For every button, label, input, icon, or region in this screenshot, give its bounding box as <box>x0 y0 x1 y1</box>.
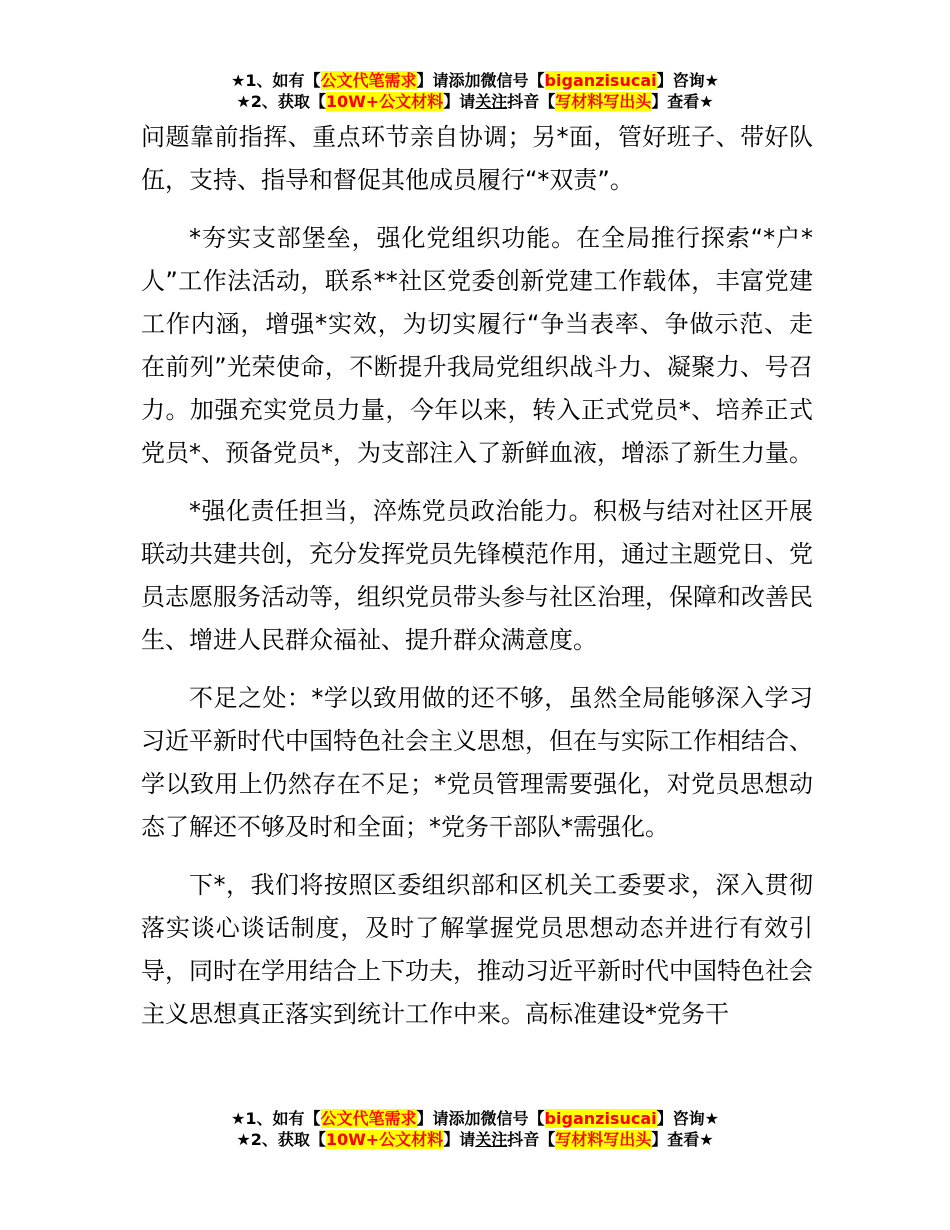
banner-text: 】查看★ <box>651 1130 714 1149</box>
footer-banner <box>0 1108 950 1150</box>
banner-highlight: 10W+公文材料 <box>325 92 444 111</box>
banner-line-2 <box>0 1129 950 1150</box>
banner-text: ★2、获取【 <box>236 1130 326 1149</box>
banner-text: 】咨询★ <box>656 1109 719 1128</box>
paragraph-3: *强化责任担当，淬炼党员政治能力。积极与结对社区开展联动共建共创，充分发挥党员先锋模范作用，通过主题党日、党员志愿服务活动等，组织党员带头参与社区治理，保障和改善民生、增进人民群众福祉、提升群众满意度。 <box>141 497 813 654</box>
banner-text: 】查看★ <box>651 92 714 111</box>
banner-line-2 <box>0 91 950 112</box>
banner-highlight: 10W+公文材料 <box>325 1130 444 1149</box>
banner-highlight-wechat-id: biganzisucai <box>544 1109 657 1128</box>
banner-highlight-wechat-id: biganzisucai <box>544 71 657 90</box>
banner-text: 抖音【 <box>507 1130 556 1149</box>
banner-text: 】请 <box>443 92 476 111</box>
banner-highlight-douyin: 写材料写出头 <box>555 1130 652 1149</box>
banner-text: 】请添加微信号【 <box>416 71 545 90</box>
paragraph-4: 不足之处：*学以致用做的还不够，虽然全局能够深入学习习近平新时代中国特色社会主义思想，但在与实际工作相结合、学以致用上仍然存在不足；*党员管理需要强化，对党员思想动态了解还不够及时和全面；*党务干部队*需强化。 <box>141 684 813 841</box>
banner-text: ★1、如有【 <box>231 1109 321 1128</box>
banner-line-1 <box>0 1108 950 1129</box>
banner-highlight: 公文代笔需求 <box>320 1109 417 1128</box>
banner-underline: 关注 <box>475 92 508 111</box>
banner-highlight-douyin: 写材料写出头 <box>555 92 652 111</box>
banner-text: 】请 <box>443 1130 476 1149</box>
paragraph-1: 问题靠前指挥、重点环节亲自协调；另*面，管好班子、带好队伍，支持、指导和督促其他成员履行“*双责”。 <box>141 123 813 194</box>
paragraph-5: 下*，我们将按照区委组织部和区机关工委要求，深入贯彻落实谈心谈话制度，及时了解掌握党员思想动态并进行有效引导，同时在学用结合上下功夫，推动习近平新时代中国特色社会主义思想真正落实到统计工作中来。高标准建设*党务干 <box>141 871 813 1028</box>
banner-text: 抖音【 <box>507 92 556 111</box>
banner-text: ★2、获取【 <box>236 92 326 111</box>
banner-text: 】请添加微信号【 <box>416 1109 545 1128</box>
banner-underline: 关注 <box>475 1130 508 1149</box>
banner-text: ★1、如有【 <box>231 71 321 90</box>
header-banner <box>0 70 950 112</box>
banner-highlight: 公文代笔需求 <box>320 71 417 90</box>
paragraph-2: *夯实支部堡垒，强化党组织功能。在全局推行探索“*户*人”工作法活动，联系**社区党委创新党建工作载体，丰富党建工作内涵，增强*实效，为切实履行“争当表率、争做示范、走在前列”光荣使命，不断提升我局党组织战斗力、凝聚力、号召力。加强充实党员力量，今年以来，转入正式党员*、培养正式党员*、预备党员*，为支部注入了新鲜血液，增添了新生力量。 <box>141 224 813 467</box>
document-body <box>141 116 813 1036</box>
banner-line-1 <box>0 70 950 91</box>
banner-text: 】咨询★ <box>656 71 719 90</box>
